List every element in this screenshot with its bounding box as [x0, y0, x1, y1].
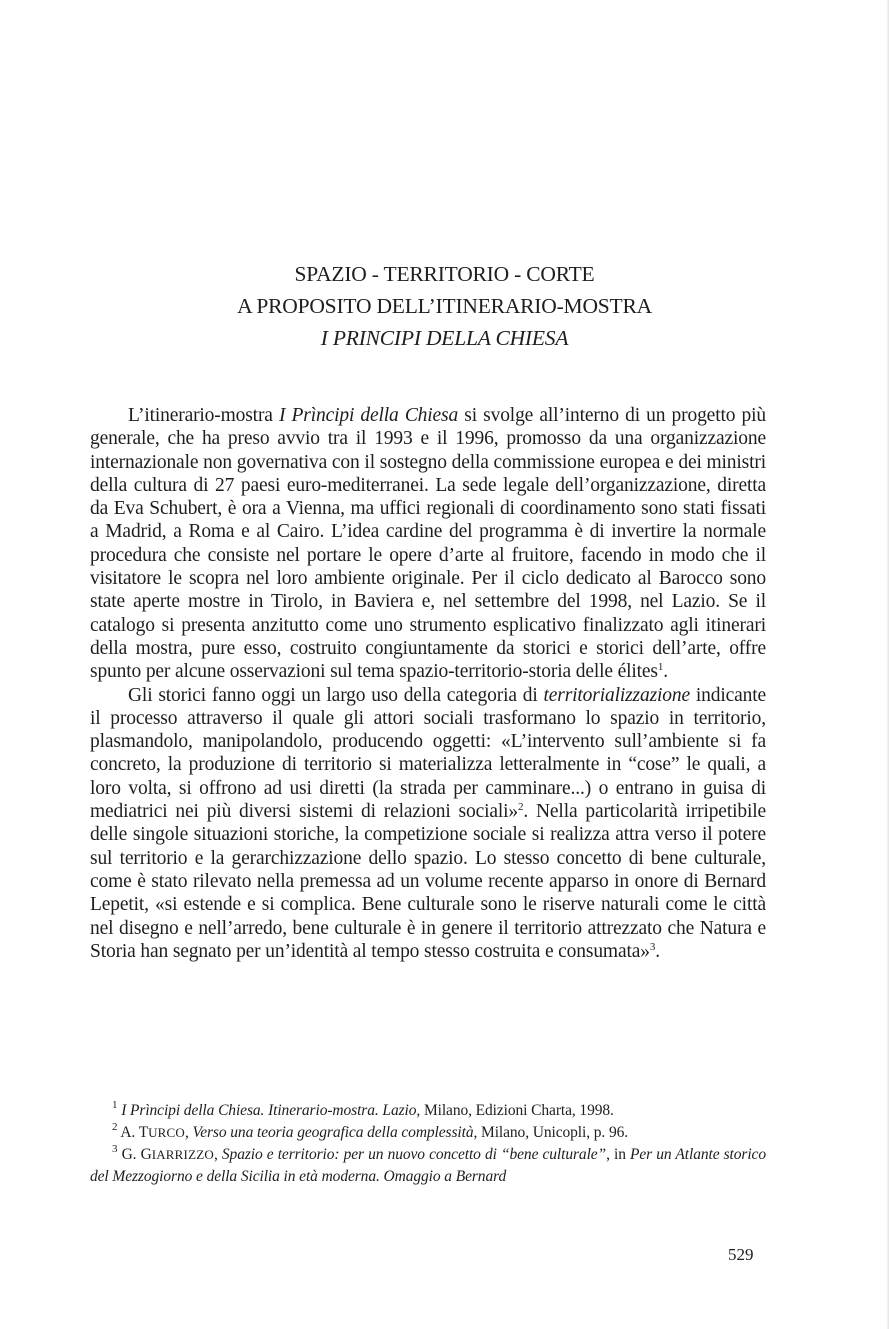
heading-line-2: A PROPOSITO DELL’ITINERARIO-MOSTRA [237, 294, 652, 318]
footnote-3-mid: , in [606, 1146, 631, 1163]
footnote-1-number: 1 [112, 1099, 118, 1111]
footnote-ref-2: 2 [518, 801, 524, 814]
footnote-2-author: URCO [148, 1125, 185, 1140]
paragraph-1 [90, 404, 766, 684]
heading-line-3: I PRINCIPI DELLA CHIESA [320, 326, 569, 350]
footnote-1 [90, 1100, 766, 1122]
footnote-3-author-initial: G. G [121, 1146, 152, 1163]
article-heading [0, 258, 889, 354]
footnote-3-title-2: Per un Atlante storico del Mezzogiorno e della Sicilia in età moderna. Omaggio a Bernard [90, 1146, 766, 1185]
paragraph-1-text-b: si svolge all’interno di un progetto più generale, che ha preso avvio tra il 1993 e il 1996, promosso da una organizzazione internazionale non governativa con il sostegno della commissione europea e dei ministri della cultura di 27 paesi euro-mediterranei. La sede legale dell’organizzazione, diretta da Eva Schubert, è ora a Vienna, ma uffici regionali di coordinamento sono stati fissati a Madrid, a Roma e al Cairo. L’idea cardine del programma è di invertire la normale procedura che consiste nel portare le opere d’arte al fruitore, facendo in modo che il visitatore le scopra nel loro ambiente originale. Per il ciclo dedicato al Barocco sono state aperte mostre in Tirolo, in Baviera e, nel settembre del 1998, nel Lazio. Se il catalogo si presenta anzitutto come uno strumento esplicativo finalizzato agli itinerari della mostra, pure esso, costruito congiuntamente da storici e storici dell’arte, offre spunto per alcune osservazioni sul tema spazio-territorio-storia delle élites [90, 405, 766, 683]
paragraph-2-text-c: . Nella particolarità irripetibile delle singole situazioni storiche, la competizione sociale si realizza attra verso il potere sul territorio e la gerarchizzazione dello spazio. Lo stesso concetto di bene culturale, come è stato rilevato nella premessa ad un volume recente apparso in onore di Bernard Lepetit, «si estende e si complica. Bene culturale sono le riserve naturali come le città nel disegno e nell’arredo, bene culturale è in genere il territorio attrezzato che Natura e Storia han segnato per un’identità al tempo stesso costruita e consumata» [90, 801, 766, 962]
footnote-ref-1: 1 [657, 661, 664, 674]
footnote-3-separator: , [213, 1146, 222, 1163]
footnote-2-number: 2 [112, 1121, 118, 1133]
paragraph-2-italic-term: territorializzazione [543, 684, 691, 706]
footnote-2-rest: , Milano, Unicopli, p. 96. [473, 1124, 629, 1141]
paragraph-2-text-b: indicante il processo attraverso il quale gli attori sociali trasformano lo spazio in territorio, plasmandolo, manipolandolo, producendo oggetti: «L’intervento sull’ambiente si fa concreto, la produzione di territorio si materializza letteralmente in “cose” le quali, a loro volta, si offrono ad usi diretti (la strada per camminare...) o entrano in guisa di mediatrici nei più diversi sistemi di relazioni sociali» [90, 684, 767, 823]
article-body [90, 404, 766, 963]
paragraph-1-italic-title: I Prìncipi della Chiesa [278, 405, 459, 426]
footnote-3-number: 3 [112, 1143, 118, 1155]
paragraph-1-end: . [663, 661, 668, 683]
footnotes [90, 1100, 766, 1188]
paragraph-2-end: . [655, 940, 660, 962]
footnote-1-rest: , Milano, Edizioni Charta, 1998. [416, 1102, 614, 1119]
footnote-3 [90, 1144, 766, 1188]
footnote-2 [90, 1122, 766, 1144]
paragraph-2 [90, 684, 766, 964]
footnote-3-author: IARRIZZO [151, 1147, 214, 1162]
footnote-2-title: Verso una teoria geografica della complessità [192, 1124, 474, 1141]
page-number: 529 [728, 1245, 754, 1264]
footnote-3-title: Spazio e territorio: per un nuovo concetto di “bene culturale” [221, 1146, 607, 1163]
paragraph-1-text-a: L’itinerario-mostra [128, 405, 279, 426]
footnote-ref-3: 3 [649, 940, 656, 953]
paragraph-2-text-a: Gli storici fanno oggi un largo uso della categoria di [128, 684, 544, 706]
footnote-2-separator: , [184, 1124, 193, 1141]
footnote-2-author-initial: A. T [120, 1124, 149, 1141]
footnote-1-title: I Prìncipi della Chiesa. Itinerario-mostra. Lazio [121, 1102, 417, 1119]
heading-line-1: SPAZIO - TERRITORIO - CORTE [294, 262, 595, 286]
